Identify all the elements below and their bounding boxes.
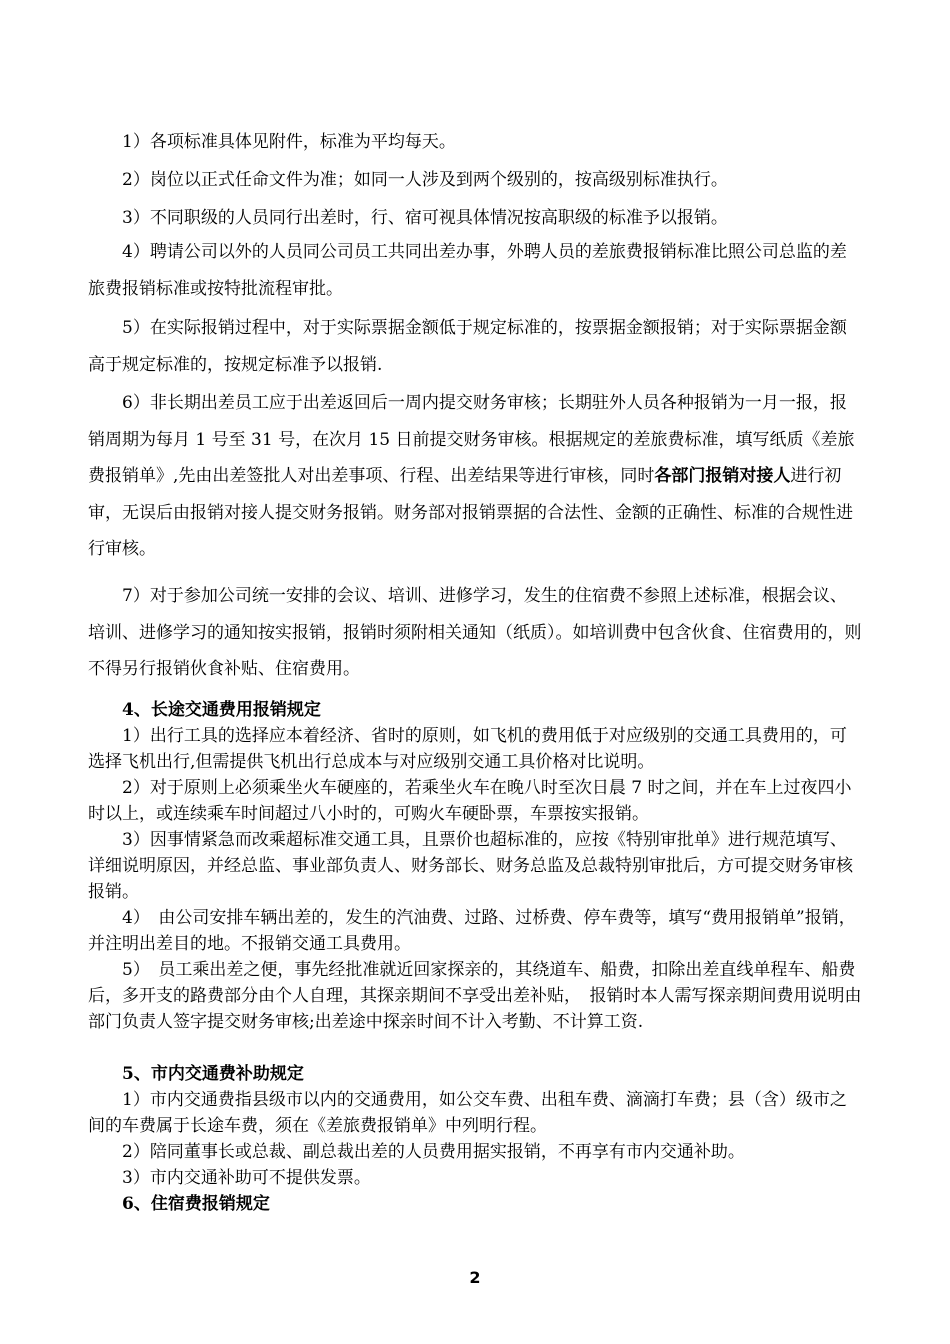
section5-heading: 5、市内交通费补助规定 xyxy=(122,1064,304,1084)
item6-text-after: 进行初审，无误后由报销对接人提交财务报销。财务部对报销票据的合法性、金额的正确性、标准的合规性进行审核。 xyxy=(88,466,853,559)
section6-heading: 6、住宿费报销规定 xyxy=(122,1194,270,1214)
page-number: 2 xyxy=(469,1268,481,1287)
section3-item-2: 2）岗位以正式任命文件为准；如同一人涉及到两个级别的，按高级别标准执行。 xyxy=(122,170,728,190)
item6-text-before: 6）非长期出差员工应于出差返回后一周内提交财务审核；长期驻外人员各种报销为一月一报，报销周期为每月 1 号至 31 号，在次月 15 日前提交财务审核。根据规定的差旅费标准，填写纸质《差旅费报销单》,先由出差签批人对出差事项、行程、出差结果等进行审核，同时 xyxy=(88,393,855,486)
section4-heading: 4、长途交通费用报销规定 xyxy=(122,700,321,720)
section5-item-1: 1）市内交通费指县级市以内的交通费用，如公交车费、出租车费、滴滴打车费；县（含）级市之间的车费属于长途车费，须在《差旅费报销单》中列明行程。 xyxy=(88,1090,847,1136)
item6-bold-text: 各部门报销对接人 xyxy=(654,466,791,486)
section4-item-3: 3）因事情紧急而改乘超标准交通工具，且票价也超标准的，应按《特别审批单》进行规范填写、详细说明原因，并经总监、事业部负责人、财务部长、财务总监及总裁特别审批后，方可提交财务审核报销。 xyxy=(88,830,853,902)
section4-item-2: 2）对于原则上必须乘坐火车硬座的，若乘坐火车在晚八时至次日晨 7 时之间，并在车上过夜四小时以上，或连续乘车时间超过八小时的，可购火车硬卧票，车票按实报销。 xyxy=(88,778,852,824)
section5-item-2: 2）陪同董事长或总裁、副总裁出差的人员费用据实报销，不再享有市内交通补助。 xyxy=(122,1142,745,1162)
section3-item-6 xyxy=(88,385,863,568)
section3-item-5: 5）在实际报销过程中，对于实际票据金额低于规定标准的，按票据金额报销；对于实际票据金额高于规定标准的，按规定标准予以报销. xyxy=(88,318,847,375)
section3-item-3: 3）不同职级的人员同行出差时，行、宿可视具体情况按高职级的标准予以报销。 xyxy=(122,208,728,228)
section3-item-1: 1）各项标准具体见附件，标准为平均每天。 xyxy=(122,132,456,152)
section3-item-4: 4）聘请公司以外的人员同公司员工共同出差办事，外聘人员的差旅费报销标准比照公司总监的差旅费报销标准或按特批流程审批。 xyxy=(88,242,847,299)
section3-item-7: 7）对于参加公司统一安排的会议、培训、进修学习，发生的住宿费不参照上述标准，根据会议、培训、进修学习的通知按实报销，报销时须附相关通知（纸质）。如培训费中包含伙食、住宿费用的，则不得另行报销伙食补贴、住宿费用。 xyxy=(88,586,862,679)
section4-item-1: 1）出行工具的选择应本着经济、省时的原则，如飞机的费用低于对应级别的交通工具费用的，可选择飞机出行,但需提供飞机出行总成本与对应级别交通工具价格对比说明。 xyxy=(88,726,847,772)
section4-item-4: 4） 由公司安排车辆出差的，发生的汽油费、过路、过桥费、停车费等，填写“费用报销单”报销，并注明出差目的地。不报销交通工具费用。 xyxy=(88,908,856,954)
section4-item-5: 5） 员工乘出差之便，事先经批准就近回家探亲的，其绕道车、船费，扣除出差直线单程车、船费后，多开支的路费部分由个人自理，其探亲期间不享受出差补贴， 报销时本人需写探亲期间费用说明由部门负责人签字提交财务审核;出差途中探亲时间不计入考勤、不计算工资. xyxy=(88,960,862,1032)
section5-item-3: 3）市内交通补助可不提供发票。 xyxy=(122,1168,371,1188)
